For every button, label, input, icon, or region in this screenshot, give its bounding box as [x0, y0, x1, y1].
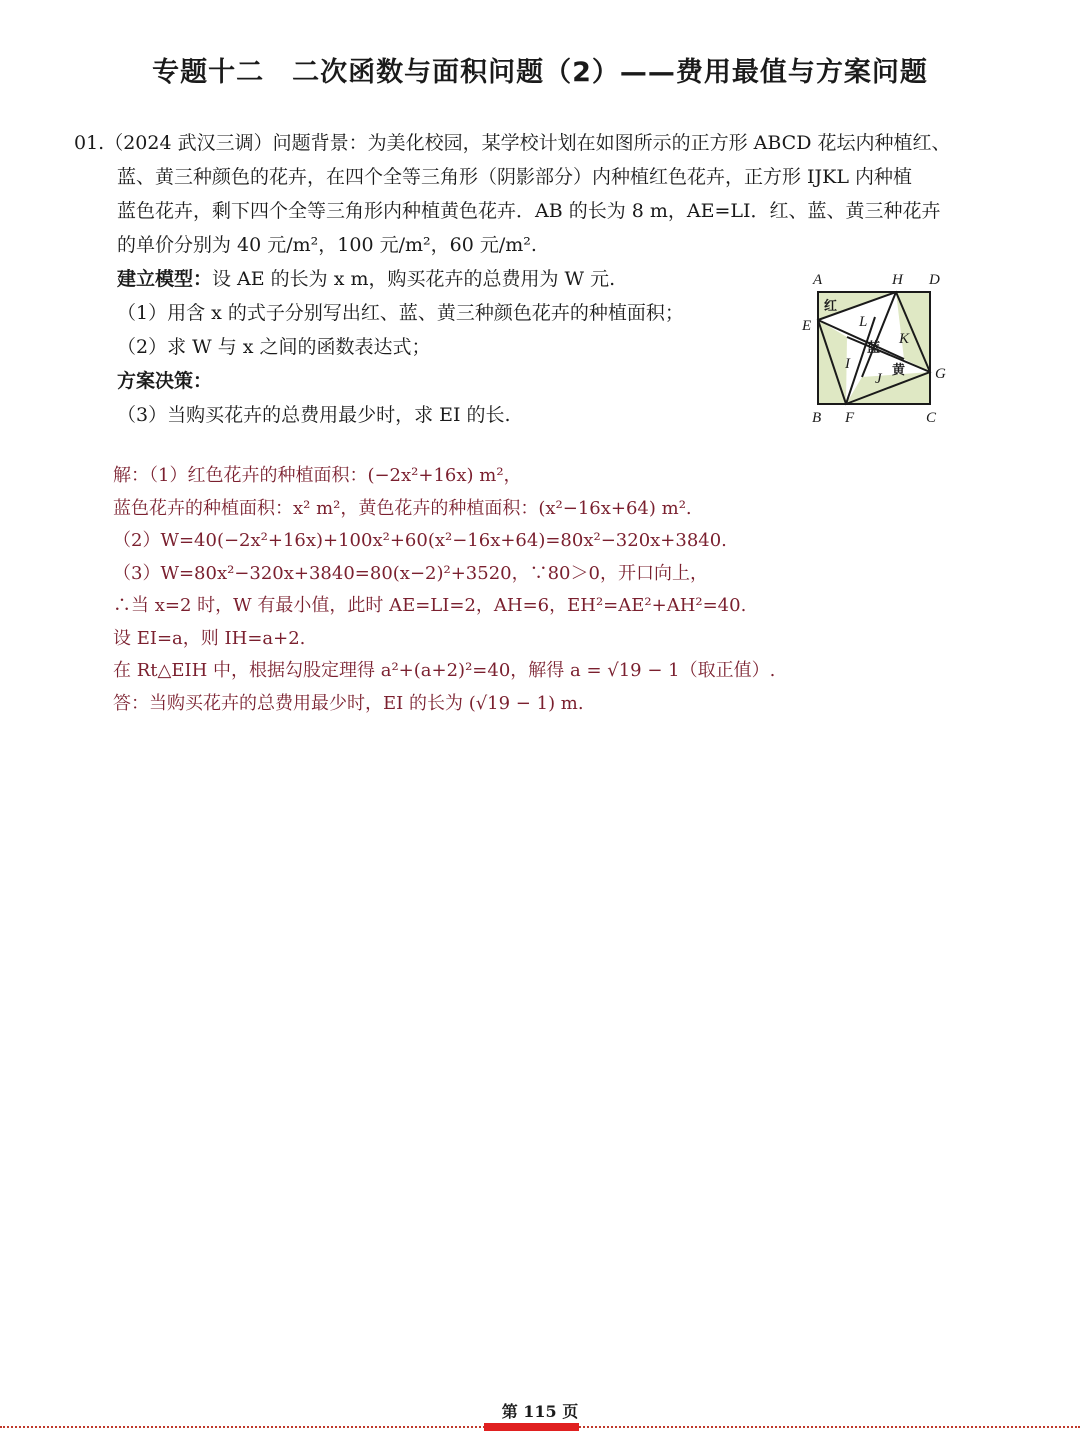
- problem-line-2: 蓝、黄三种颜色的花卉，在四个全等三角形（阴影部分）内种植红色花卉，正方形 IJKL 内种植: [117, 166, 913, 188]
- model-label: 建立模型：: [117, 268, 213, 290]
- solution-line-8: 答：当购买花卉的总费用最少时，EI 的长为 (√19 − 1) m.: [113, 692, 584, 714]
- solution-line-7: 在 Rt△EIH 中，根据勾股定理得 a²+(a+2)²=40，解得 a = √19 − 1（取正值）.: [113, 660, 776, 681]
- problem-line-1: 01.（2024 武汉三调）问题背景：为美化校园，某学校计划在如图所示的正方形 ABCD 花坛内种植红、: [74, 132, 951, 154]
- question-1: （1）用含 x 的式子分别写出红、蓝、黄三种颜色花卉的种植面积；: [117, 302, 684, 324]
- label-h: H: [892, 272, 903, 288]
- model-text: 设 AE 的长为 x m，购买花卉的总费用为 W 元.: [212, 268, 616, 290]
- solution-line-2: 蓝色花卉的种植面积：x² m²，黄色花卉的种植面积：(x²−16x+64) m².: [113, 497, 692, 519]
- square-garden-figure: [800, 268, 960, 433]
- geometry-diagram: [800, 268, 960, 433]
- label-c: C: [926, 410, 937, 426]
- label-j: J: [875, 371, 882, 387]
- solution-line-3: （2）W=40(−2x²+16x)+100x²+60(x²−16x+64)=80x²−320x+3840.: [113, 530, 727, 551]
- page-number: 第 115 页: [501, 1402, 579, 1421]
- label-d: D: [929, 272, 940, 288]
- question-3: （3）当购买花卉的总费用最少时，求 EI 的长.: [117, 404, 511, 426]
- label-blue: 蓝: [867, 341, 881, 356]
- label-red: 红: [824, 299, 838, 314]
- problem-line-4: 的单价分别为 40 元/m²，100 元/m²，60 元/m².: [117, 234, 537, 256]
- solution-line-6: 设 EI=a，则 IH=a+2.: [113, 627, 306, 649]
- label-l: L: [859, 314, 868, 330]
- label-i: I: [845, 356, 850, 372]
- solution-line-4: （3）W=80x²−320x+3840=80(x−2)²+3520，∵80＞0，开口向上，: [113, 562, 708, 584]
- label-g: G: [935, 366, 946, 382]
- solution-line-1: 解：（1）红色花卉的种植面积：(−2x²+16x) m²，: [113, 465, 522, 486]
- label-b: B: [812, 410, 822, 426]
- footer-accent-bar: [484, 1423, 579, 1431]
- solution-line-5: ∴当 x=2 时，W 有最小值，此时 AE=LI=2，AH=6，EH²=AE²+AH²=40.: [113, 595, 747, 616]
- label-e: E: [802, 318, 812, 334]
- page-title: 专题十二 二次函数与面积问题（2）——费用最值与方案问题: [152, 57, 928, 88]
- label-yellow: 黄: [892, 363, 906, 378]
- problem-line-3: 蓝色花卉，剩下四个全等三角形内种植黄色花卉．AB 的长为 8 m，AE=LI．红、蓝、黄三种花卉: [117, 200, 941, 222]
- label-f: F: [845, 410, 855, 426]
- question-2: （2）求 W 与 x 之间的函数表达式；: [117, 336, 431, 358]
- decision-label: 方案决策：: [117, 370, 213, 392]
- label-a: A: [813, 272, 823, 288]
- label-k: K: [899, 331, 910, 347]
- solution-block: [113, 460, 1013, 720]
